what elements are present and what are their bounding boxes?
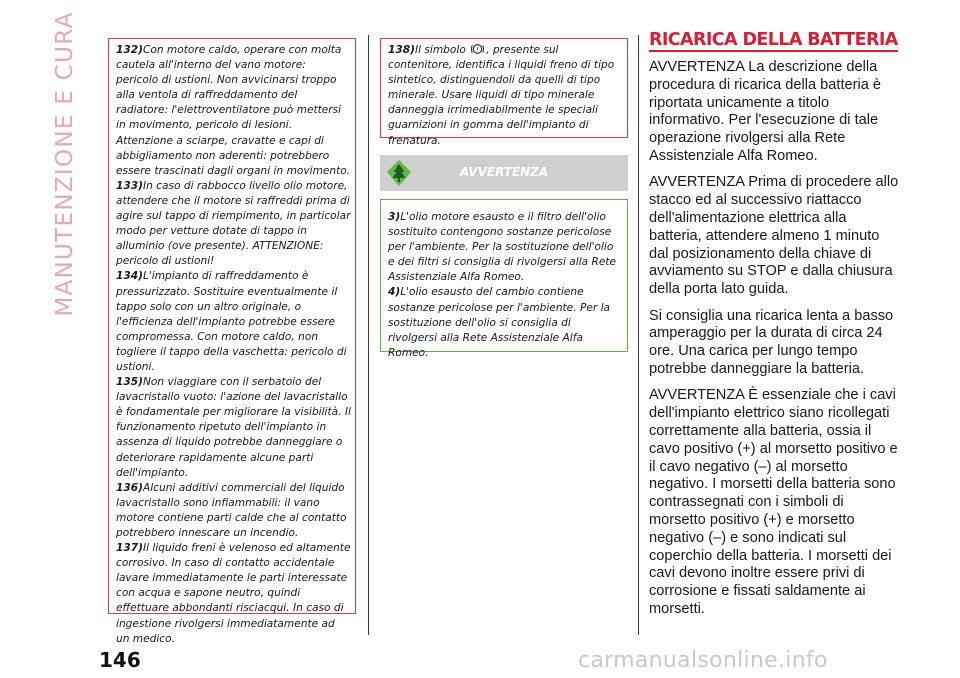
note-text: L'impianto di raffreddamento è pressurizzato. Sostituire eventualmente il tappo solo con un altro originale, o l'efficienza dell'impianto potrebbe essere compromessa. Con motore caldo, non togliere il tappo della vaschetta: pericolo di ustioni.	[116, 270, 347, 373]
note-text: In caso di rabbocco livello olio motore, attendere che il motore si raffreddi prima di agire sul tappo di riempimento, in particolar modo per vetture dotate di tappo in alluminio (ove presente). ATTENZIONE: pericolo di ustioni!	[116, 179, 351, 268]
note-132	[116, 43, 351, 179]
note-136	[116, 481, 351, 541]
note-text-after-icon: , presente sul contenitore, identifica i liquidi freno di tipo sintetico, distinguendoli da quelli di tipo minerale. Usare liquidi di tipo minerale danneggia irrimediabilmente le speciali guarnizioni in gomma dell'impianto di frenatura.	[388, 44, 615, 147]
note-text: Non viaggiare con il serbatoio del lavacristallo vuoto: l'azione del lavacristallo è fondamentale per migliorare la visibilità. Il funzionamento ripetuto dell'impianto in assenza di liquido potrebbe danneggiare o deteriorare rapidamente alcune parti dell'impianto.	[116, 376, 351, 479]
note-134	[116, 269, 351, 375]
note-number: 135)	[116, 376, 143, 389]
notes-list-left	[109, 39, 355, 647]
note-number: 132)	[116, 44, 143, 56]
note-number: 4)	[388, 286, 401, 299]
paragraph: Si consiglia una ricarica lenta a basso amperaggio per la durata di circa 24 ore. Una carica per lungo tempo potrebbe danneggiare la batteria.	[649, 307, 894, 377]
watermark: carmanualsonline.info	[578, 648, 828, 673]
note-137	[116, 541, 351, 647]
note-number: 136)	[116, 481, 143, 494]
column-divider-right	[638, 35, 639, 635]
side-section-label-text: MANUTENZIONE E CURA	[52, 11, 78, 317]
note-number: 133)	[116, 179, 143, 192]
side-section-label	[48, 11, 82, 317]
note-3	[388, 210, 623, 285]
svg-text:!: !	[476, 46, 479, 54]
note-4	[388, 285, 623, 360]
notes-list-middle	[381, 200, 627, 361]
note-135	[116, 375, 351, 481]
note-text: Il liquido freni è velenoso ed altamente corrosivo. In caso di contatto accidentale lavare immediatamente le parti interessate con acqua e sapone neutro, quindi effettuare abbondanti risciacqui. In caso di ingestione rivolgersi immediatamente ad un medico.	[116, 542, 351, 645]
note-text: L'olio esausto del cambio contiene sostanze pericolose per l'ambiente. Per la sostituzione dell'olio si consiglia di rivolgersi alla Rete Assistenziale Alfa Romeo.	[388, 286, 611, 359]
paragraph: AVVERTENZA Prima di procedere allo stacco ed al successivo riattacco dell'alimentazione elettrica alla batteria, attendere almeno 1 minuto dal posizionamento della chiave di avviamento su STOP e dalla chiusura della porta lato guida.	[649, 174, 899, 298]
note-138	[381, 39, 627, 149]
note-number: 134)	[116, 270, 143, 283]
warning-header	[380, 155, 628, 191]
note-text: Alcuni additivi commerciali del liquido lavacristallo sono infiammabili: il vano motore contiene parti calde che al contatto potrebbero innescare un incendio.	[116, 481, 347, 539]
notes-box-left	[108, 38, 356, 645]
section-title: RICARICA DELLA BATTERIA	[649, 30, 898, 50]
note-number: 3)	[388, 211, 401, 223]
section-body	[649, 59, 901, 627]
note-number: 138)	[388, 44, 415, 56]
notes-box-middle-bottom	[380, 199, 628, 359]
brake-fluid-symbol-icon	[470, 43, 485, 55]
note-number: 137)	[116, 542, 143, 555]
paragraph: AVVERTENZA È essenziale che i cavi dell'impianto elettrico siano ricollegati correttamente alla batteria, ossia il cavo positivo (+) al morsetto positivo e il cavo negativo (–) al morsetto negativo. I morsetti della batteria sono contrassegnati con i simboli di morsetto positivo (+) e morsetto negativo (–) e sono indicati sul coperchio della batteria. I morsetti dei cavi devono inoltre essere privi di corrosione e fissati saldamente ai morsetti.	[649, 387, 898, 617]
paragraph: AVVERTENZA La descrizione della procedura di ricarica della batteria è riportata unicamente a titolo informativo. Per l'esecuzione di tale operazione rivolgersi alla Rete Assistenziale Alfa Romeo.	[649, 59, 882, 164]
note-text-before-icon: Il simbolo	[414, 44, 466, 56]
note-133	[116, 179, 351, 270]
note-text: Con motore caldo, operare con molta cautela all'interno del vano motore: pericolo di ustioni. Non avvicinarsi troppo alla ventola di raffreddamento del radiatore: l'elettroventilatore può mettersi in movimento, pericolo di lesioni. Attenzione a sciarpe, cravatte e capi di abbigliamento non aderenti: potrebbero essere trascinati dagli organi in movimento.	[116, 44, 351, 177]
warning-title: AVVERTENZA	[459, 165, 549, 179]
page-number: 146	[99, 648, 141, 672]
note-text: L'olio motore esausto e il filtro dell'olio sostituito contengono sostanze pericolose per l'ambiente. Per la sostituzione dell'olio e dei filtri si consiglia di rivolgersi alla Rete Assistenziale Alfa Romeo.	[388, 211, 617, 284]
notes-box-middle-top	[380, 38, 628, 147]
section-title-rule	[649, 50, 898, 52]
column-divider-left	[368, 35, 369, 635]
